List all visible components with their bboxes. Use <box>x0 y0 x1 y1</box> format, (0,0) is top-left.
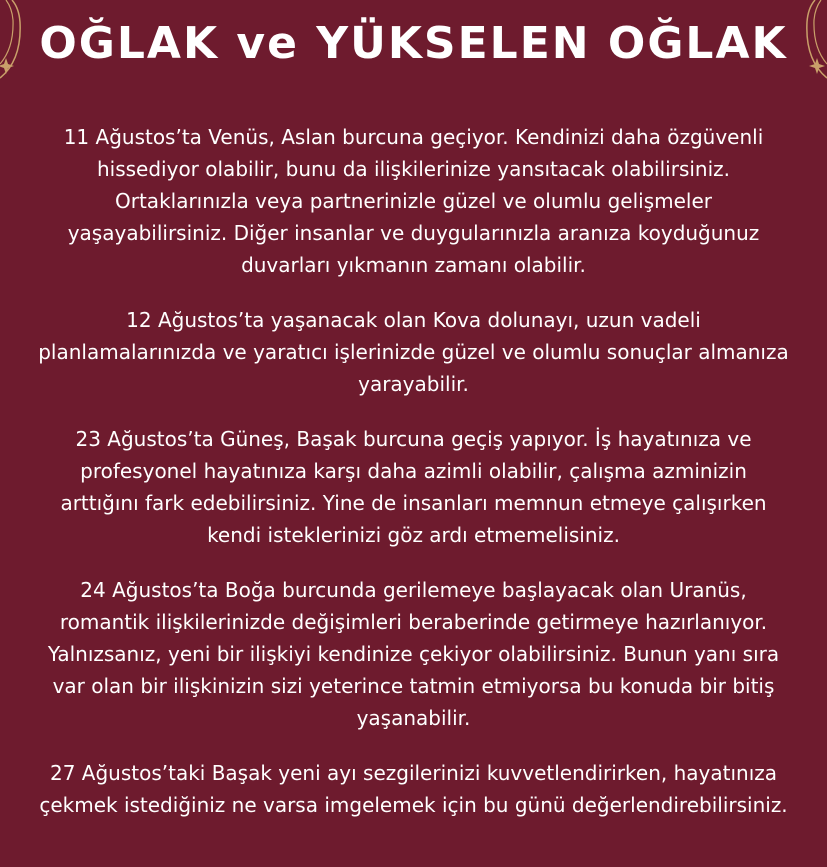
text-line: kendi isteklerinizi göz ardı etmemelisiniz. <box>207 523 620 547</box>
paragraph-sun <box>0 423 827 551</box>
text-line: planlamalarınızda ve yaratıcı işlerinizde güzel ve olumlu sonuçlar almanıza <box>38 340 789 364</box>
text-line: 11 Ağustos’ta Venüs, Aslan burcuna geçiyor. Kendinizi daha özgüvenli <box>63 125 764 149</box>
text-line: 27 Ağustos’taki Başak yeni ayı sezgilerinizi kuvvetlendirirken, hayatınıza <box>49 761 778 785</box>
paragraph-new-moon <box>0 757 827 821</box>
text-line: 24 Ağustos’ta Boğa burcunda gerilemeye başlayacak olan Uranüs, <box>80 578 747 602</box>
text-line: çekmek istediğiniz ne varsa imgelemek için bu günü değerlendirebilirsiniz. <box>39 793 788 817</box>
text-line: arttığını fark edebilirsiniz. Yine de insanları memnun etmeye çalışırken <box>60 491 767 515</box>
text-line: duvarları yıkmanın zamanı olabilir. <box>241 253 586 277</box>
text-line: Ortaklarınızla veya partnerinizle güzel ve olumlu gelişmeler <box>115 189 712 213</box>
text-line: 23 Ağustos’ta Güneş, Başak burcuna geçiş yapıyor. İş hayatınıza ve <box>75 427 752 451</box>
text-line: 12 Ağustos’ta yaşanacak olan Kova dolunayı, uzun vadeli <box>126 308 701 332</box>
text-line: yaşayabilirsiniz. Diğer insanlar ve duygularınızla aranıza koyduğunuz <box>67 221 760 245</box>
text-line: romantik ilişkilerinizde değişimleri beraberinde getirmeye hazırlanıyor. <box>59 610 768 634</box>
text-line: yarayabilir. <box>358 372 469 396</box>
text-line: profesyonel hayatınıza karşı daha azimli olabilir, çalışma azminizin <box>80 459 747 483</box>
paragraph-uranus <box>0 574 827 734</box>
paragraph-venus <box>0 121 827 281</box>
text-line: yaşanabilir. <box>356 706 471 730</box>
horoscope-text <box>0 121 827 844</box>
paragraph-full-moon <box>0 304 827 400</box>
text-line: var olan bir ilişkinizin sizi yeterince tatmin etmiyorsa bu konuda bir bitiş <box>52 674 775 698</box>
page-title: OĞLAK ve YÜKSELEN OĞLAK <box>39 18 788 69</box>
text-line: hissediyor olabilir, bunu da ilişkilerinize yansıtacak olabilirsiniz. <box>96 157 731 181</box>
text-line: Yalnızsanız, yeni bir ilişkiyi kendinize çekiyor olabilirsiniz. Bunun yanı sıra <box>47 642 780 666</box>
